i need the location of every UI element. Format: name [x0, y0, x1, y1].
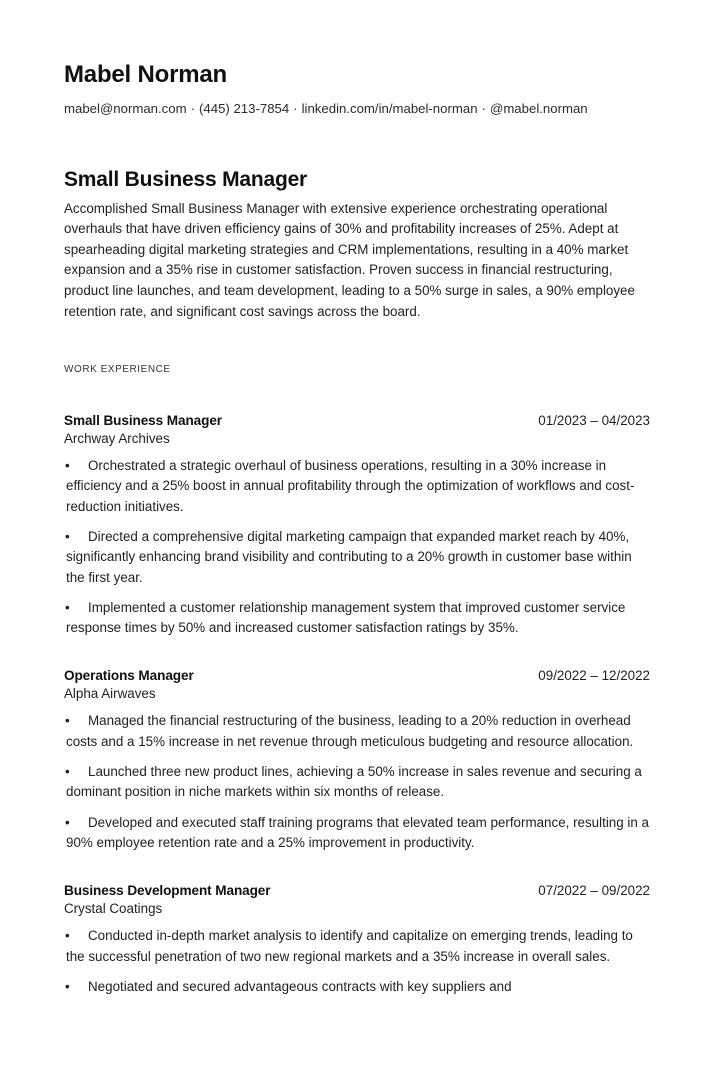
contact-item[interactable]: @mabel.norman: [489, 101, 588, 117]
job-header: [64, 883, 650, 898]
bullet-dot-icon: •: [65, 458, 70, 474]
job-dates: 01/2023 – 04/2023: [538, 413, 650, 429]
bullet-dot-icon: •: [65, 814, 70, 830]
job-dates: 09/2022 – 12/2022: [538, 668, 650, 684]
contact-line: [64, 98, 624, 119]
job-title: Business Development Manager: [64, 883, 271, 899]
job-title: Operations Manager: [64, 668, 194, 684]
job-entry: [64, 883, 650, 997]
job-dates: 07/2022 – 09/2022: [538, 883, 650, 899]
job-entry: [64, 668, 650, 853]
job-bullet: • Orchestrated a strategic overhaul of business operations, resulting in a 30% increase in efficiency and a 25% boost in annual profitability through the optimization of workflows and cost-reduction initiatives.: [65, 458, 635, 514]
contact-item[interactable]: (445) 213-7854: [199, 101, 290, 117]
bullet-dot-icon: •: [65, 713, 70, 729]
job-company: Archway Archives: [64, 431, 170, 447]
bullet-dot-icon: •: [65, 599, 70, 615]
bullet-dot-icon: •: [65, 764, 70, 780]
job-company: Crystal Coatings: [64, 901, 163, 917]
job-bullet: • Negotiated and secured advantageous contracts with key suppliers and: [64, 977, 650, 997]
job-bullet: • Developed and executed staff training programs that elevated team performance, resulting in a 90% employee retention rate and a 25% improvement in productivity.: [65, 814, 650, 850]
job-header: [64, 413, 650, 428]
bullet-dot-icon: •: [65, 928, 70, 944]
contact-separator-icon: ·: [293, 101, 298, 117]
candidate-name: Mabel Norman: [64, 61, 227, 88]
contact-separator-icon: ·: [481, 101, 486, 117]
work-experience-list: [64, 413, 650, 997]
professional-summary: Accomplished Small Business Manager with extensive experience orchestrating operational overhauls that have driven efficiency gains of 30% and profitability increases of 25%. Adept at spearheading digital marketing strategies and CRM implementations, resulting in a 40% market expansion and a 35% rise in customer satisfaction. Proven success in financial restructuring, product line launches, and team development, leading to a 50% surge in sales, a 90% employee retention rate, and significant cost savings across the board.: [64, 200, 635, 319]
job-bullet: • Implemented a customer relationship management system that improved customer service response times by 50% and increased customer satisfaction ratings by 35%.: [65, 599, 626, 636]
bullet-dot-icon: •: [65, 528, 70, 544]
headline-title: Small Business Manager: [64, 168, 308, 192]
contact-item[interactable]: linkedin.com/in/mabel-norman: [301, 101, 478, 117]
job-bullet-list: [64, 926, 650, 997]
contact-separator-icon: ·: [190, 101, 196, 117]
job-bullet: • Managed the financial restructuring of the business, leading to a 20% reduction in overhead costs and a 15% increase in net revenue through meticulous budgeting and resource allocation.: [65, 713, 634, 749]
job-entry: [64, 413, 650, 638]
resume-header: [64, 62, 650, 119]
job-company: Alpha Airwaves: [64, 686, 156, 702]
job-bullet: • Conducted in-depth market analysis to identify and capitalize on emerging trends, leading to the successful penetration of two new regional markets and a 35% increase in overall sales.: [65, 928, 633, 964]
job-bullet: • Launched three new product lines, achieving a 50% increase in sales revenue and securing a dominant position in niche markets within six months of release.: [65, 764, 642, 800]
bullet-dot-icon: •: [65, 978, 70, 994]
job-title: Small Business Manager: [64, 413, 222, 429]
job-bullet: • Directed a comprehensive digital marketing campaign that expanded market reach by 40%, significantly enhancing brand visibility and contributing to a 20% growth in customer base within the first year.: [65, 528, 632, 585]
job-bullet-list: [64, 711, 650, 853]
section-label-work-experience: WORK EXPERIENCE: [64, 364, 171, 376]
job-bullet-list: [64, 456, 650, 638]
job-header: [64, 668, 650, 683]
contact-item[interactable]: mabel@norman.com: [64, 101, 187, 117]
